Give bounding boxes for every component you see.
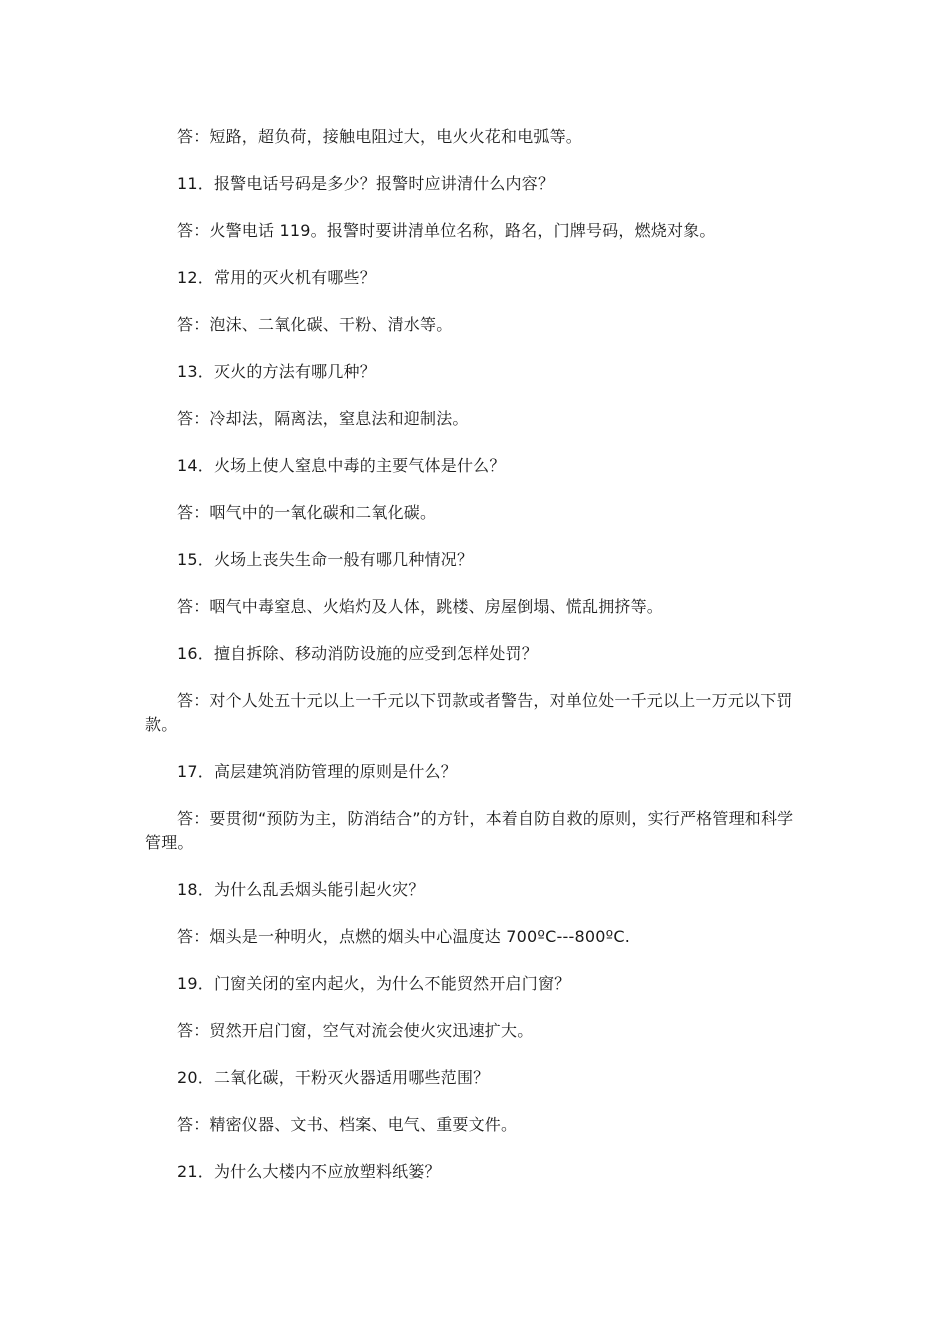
answer-17: 答：要贯彻“预防为主，防消结合”的方针，本着自防自救的原则，实行严格管理和科学管理。 — [145, 809, 794, 852]
question-18: 18．为什么乱丢烟头能引起火灾？ — [177, 880, 425, 899]
question-16: 16．擅自拆除、移动消防设施的应受到怎样处罚？ — [177, 644, 538, 663]
question-17: 17．高层建筑消防管理的原则是什么？ — [177, 762, 457, 781]
answer-19: 答：贸然开启门窗，空气对流会使火灾迅速扩大。 — [177, 1021, 534, 1040]
answer-11: 答：火警电话 119。报警时要讲清单位名称，路名，门牌号码，燃烧对象。 — [177, 221, 716, 240]
question-20: 20．二氧化碳，干粉灭火器适用哪些范围？ — [177, 1068, 490, 1087]
answer-15: 答：咽气中毒窒息、火焰灼及人体，跳楼、房屋倒塌、慌乱拥挤等。 — [177, 597, 664, 616]
question-19: 19．门窗关闭的室内起火，为什么不能贸然开启门窗？ — [177, 974, 571, 993]
answer-14: 答：咽气中的一氧化碳和二氧化碳。 — [177, 503, 437, 522]
question-21: 21．为什么大楼内不应放塑料纸篓？ — [177, 1162, 441, 1181]
question-13: 13．灭火的方法有哪几种？ — [177, 362, 376, 381]
question-15: 15．火场上丧失生命一般有哪几种情况？ — [177, 550, 474, 569]
answer-13: 答：冷却法，隔离法，窒息法和迎制法。 — [177, 409, 469, 428]
question-11: 11．报警电话号码是多少？报警时应讲清什么内容？ — [177, 174, 555, 193]
document-body — [145, 125, 805, 1207]
answer-20: 答：精密仪器、文书、档案、电气、重要文件。 — [177, 1115, 518, 1134]
question-12: 12．常用的灭火机有哪些？ — [177, 268, 376, 287]
answer-16: 答：对个人处五十元以上一千元以下罚款或者警告，对单位处一千元以上一万元以下罚款。 — [145, 691, 793, 734]
question-14: 14．火场上使人窒息中毒的主要气体是什么？ — [177, 456, 506, 475]
answer-10: 答：短路，超负荷，接触电阻过大，电火火花和电弧等。 — [177, 127, 583, 146]
answer-12: 答：泡沫、二氧化碳、干粉、清水等。 — [177, 315, 453, 334]
answer-18: 答：烟头是一种明火，点燃的烟头中心温度达 700ºC---800ºC. — [177, 927, 630, 946]
